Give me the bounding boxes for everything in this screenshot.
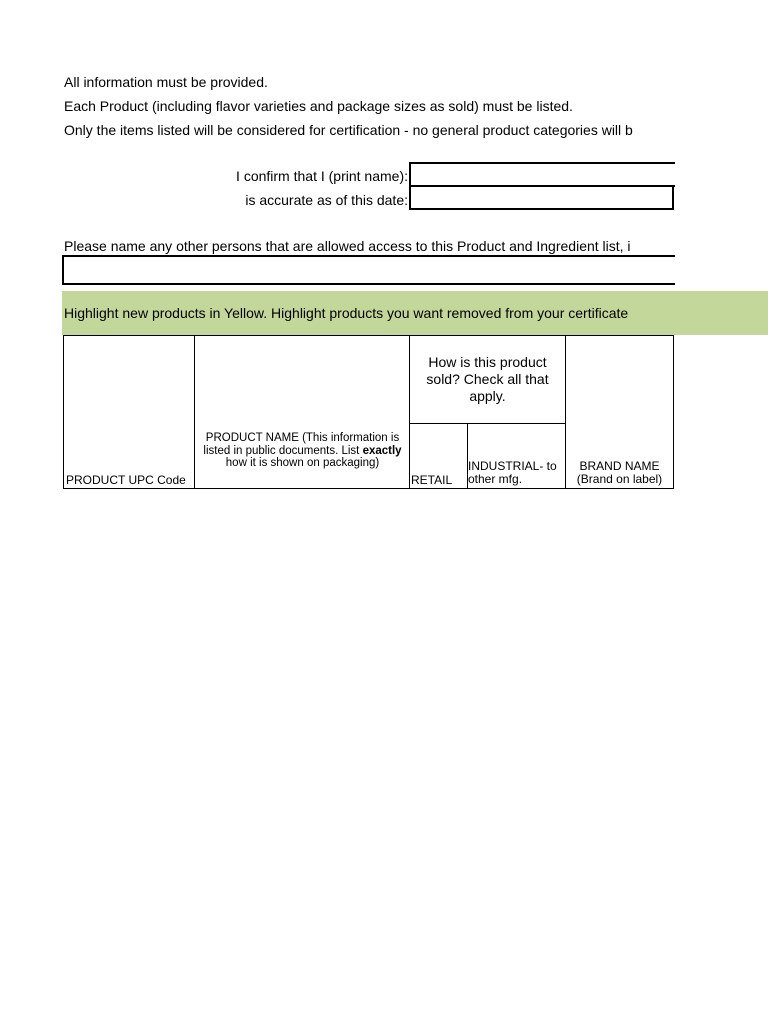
access-persons-field[interactable] — [62, 255, 675, 285]
instruction-all-info: All information must be provided. — [64, 74, 268, 90]
row-divider — [409, 423, 566, 424]
instruction-only-items: Only the items listed will be considered for certification - no general product categories will b — [64, 122, 633, 138]
access-persons-prompt: Please name any other persons that are allowed access to this Product and Ingredient list, i — [64, 238, 631, 254]
print-name-field[interactable] — [409, 162, 675, 187]
column-header-brand: BRAND NAME (Brand on label) — [576, 460, 663, 486]
highlight-banner-text: Highlight new products in Yellow. Highlight products you want removed from your certificate — [64, 305, 629, 321]
product-name-text-bold: exactly — [362, 444, 402, 457]
column-header-retail: RETAIL — [411, 474, 453, 487]
accurate-date-field[interactable] — [409, 185, 674, 210]
confirm-name-label: I confirm that I (print name): — [236, 168, 408, 184]
highlight-banner — [62, 291, 768, 335]
product-name-text-part2: how it is shown on packaging) — [225, 457, 380, 469]
column-header-product-name — [195, 432, 410, 470]
instruction-each-product: Each Product (including flavor varieties and package sizes as sold) must be listed. — [64, 98, 573, 114]
column-header-how-sold: How is this product sold? Check all that apply. — [426, 354, 549, 404]
product-name-text-part1: PRODUCT NAME (This information is listed in public documents. List — [203, 432, 400, 457]
product-table-header — [63, 335, 674, 489]
column-header-industrial: INDUSTRIAL- to other mfg. — [468, 460, 557, 486]
column-header-upc: PRODUCT UPC Code — [66, 474, 186, 487]
confirm-date-label: is accurate as of this date: — [245, 192, 408, 208]
